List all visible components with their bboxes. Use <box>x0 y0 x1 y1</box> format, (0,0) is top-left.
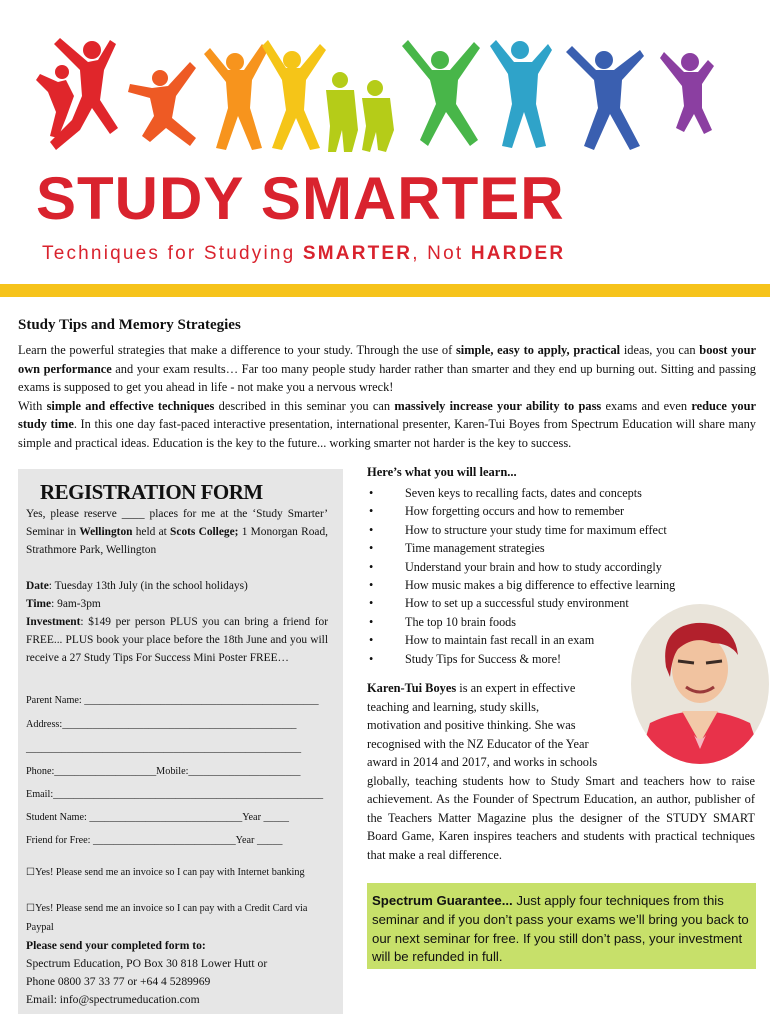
silhouette-blue <box>566 46 644 150</box>
intro-text-run: exams and even <box>601 398 692 413</box>
phone-mobile-field[interactable]: Phone:____________________Mobile:______________________ <box>26 766 301 777</box>
guarantee-text <box>372 892 750 967</box>
bio-rest: globally, teaching students how to Study Smart and teachers how to raise achievement. As the Founder of Spectrum Education, an author, publisher of the Teachers Matter Magazine plus the designer of the STUDY SMART Board Game, Karen inspires teachers and students with practical techniques that make a real difference. <box>367 773 755 862</box>
subtitle-part-2: SMARTER <box>302 243 413 264</box>
list-item <box>369 484 675 502</box>
section-heading: Study Tips and Memory Strategies <box>18 317 241 333</box>
intro-text <box>18 341 756 452</box>
contact-phone: Phone 0800 37 33 77 or +64 4 5289969 <box>26 975 211 988</box>
intro-bold-run: boost your own performance <box>18 343 757 376</box>
bullet: • <box>369 541 374 556</box>
email-field[interactable]: Email:_____________________________________________________ <box>26 789 324 800</box>
intro-text-run: ideas, you can <box>620 343 700 357</box>
list-item-text: How to maintain fast recall in an exam <box>405 633 595 648</box>
seminar-time <box>26 595 328 613</box>
silhouette-red <box>36 38 118 150</box>
silhouette-orange-red <box>128 62 196 146</box>
postal-address: Spectrum Education, PO Box 30 818 Lower Hutt or <box>26 957 268 970</box>
list-item-text: How to set up a successful study environment <box>405 596 629 611</box>
invite-text: held at <box>132 526 171 538</box>
subtitle-part-1: Techniques for Studying <box>42 243 303 264</box>
contact-email: Email: info@spectrumeducation.com <box>26 993 200 1006</box>
invite-venue: Scots College; <box>170 526 239 538</box>
list-item-text: Seven keys to recalling facts, dates and concepts <box>405 486 642 500</box>
registration-title: REGISTRATION FORM <box>40 480 263 504</box>
list-item-text: How forgetting occurs and how to remember <box>405 504 625 519</box>
silhouette-teal <box>490 40 552 148</box>
subtitle-part-3: , Not <box>412 243 471 264</box>
brand-subtitle <box>42 243 742 265</box>
list-item-text: Study Tips for Success & more! <box>405 651 562 666</box>
seminar-invite <box>26 505 328 559</box>
seminar-date <box>26 577 328 595</box>
parent-name-field[interactable]: Parent Name: ______________________________________________ <box>26 695 319 706</box>
bullet: • <box>369 504 374 519</box>
silhouette-purple <box>660 52 714 134</box>
investment-value: : $149 per person PLUS you can bring a friend for FREE... PLUS book your place before the 18th June and you will receive a 27 Study Tips For Success Mini Poster FREE… <box>26 616 328 664</box>
invoice-credit-card-checkbox[interactable]: ☐Yes! Please send me an invoice so I can pay with a Credit Card via Paypal <box>26 903 308 933</box>
registration-form <box>18 469 343 1014</box>
bio-line: recognised with the NZ Educator of the Year <box>367 736 589 751</box>
invite-address: 1 Monorgan Road, Strathmore Park, Wellington <box>26 526 329 556</box>
yellow-divider <box>0 284 770 297</box>
bio-line <box>367 679 755 698</box>
time-value: : 9am-3pm <box>51 598 101 610</box>
invoice-internet-checkbox[interactable]: ☐Yes! Please send me an invoice so I can pay with Internet banking <box>26 867 305 878</box>
guarantee-box <box>367 883 756 969</box>
bullet: • <box>369 651 374 666</box>
brand-title: STUDY SMARTER <box>36 165 565 232</box>
list-item-text: How to structure your study time for maximum effect <box>405 522 667 537</box>
silhouette-yellow <box>262 40 326 150</box>
address-line-2-field[interactable]: ______________________________________________________ <box>26 743 302 754</box>
bio-line: teaching and learning, study skills, <box>367 699 540 714</box>
bullet: • <box>369 559 374 574</box>
subtitle-part-4: HARDER <box>470 243 566 264</box>
investment-label: Investment <box>26 616 81 628</box>
invite-text: Yes, please reserve ____ places for me at the ‘Study Smarter’ Seminar in <box>26 508 328 538</box>
bullet: • <box>369 486 374 500</box>
list-item-text: Time management strategies <box>405 541 545 556</box>
learn-heading: Here’s what you will learn... <box>367 465 517 479</box>
intro-text-run: and your exam results… Far too many people study harder rather than smarter and they end up burning out. Sitting and passing exams is supposed to get you ahead in life - not make you a nervous wreck! <box>18 361 756 394</box>
list-item <box>369 521 675 539</box>
bio-text: is an expert in effective <box>456 681 576 695</box>
list-item <box>369 539 675 557</box>
invite-city: Wellington <box>79 526 133 538</box>
student-name-field[interactable]: Student Name: ______________________________Year _____ <box>26 812 289 823</box>
guarantee-body: Just apply four techniques from this seminar and if you don’t pass your exams we’ll bring you back to our next seminar for free. If you still don’t pass, your investment will be refunded in full. <box>372 893 749 965</box>
bullet: • <box>369 596 374 611</box>
jumping-kids-silhouettes-icon <box>0 0 770 165</box>
send-to-block <box>26 937 328 1009</box>
bullet: • <box>369 577 374 592</box>
intro-paragraph-2 <box>18 397 756 453</box>
intro-bold-run: reduce your study time <box>18 398 757 431</box>
silhouette-yellow-green <box>326 72 394 152</box>
intro-bold-run: simple and effective techniques <box>46 398 215 413</box>
bullet: • <box>369 633 374 648</box>
bullet: • <box>369 522 374 537</box>
date-label: Date <box>26 580 49 592</box>
bullet: • <box>369 614 374 629</box>
list-item-text: How music makes a big difference to effective learning <box>405 577 676 592</box>
list-item-text: The top 10 brain foods <box>405 614 517 629</box>
presenter-name: Karen-Tui Boyes <box>367 681 457 695</box>
intro-bold-run: massively increase your ability to pass <box>394 398 602 413</box>
silhouette-green <box>402 40 480 146</box>
intro-text-run: Learn the powerful strategies that make a difference to your study. Through the use of <box>18 343 456 357</box>
bio-line: motivation and positive thinking. She was <box>367 718 576 732</box>
presenter-bio <box>367 679 755 864</box>
intro-bold-run: simple, easy to apply, practical <box>455 343 621 357</box>
address-field[interactable]: Address:______________________________________________ <box>26 719 297 730</box>
bio-line: award in 2014 and 2017, and works in schools <box>367 755 598 769</box>
list-item-text: Understand your brain and how to study accordingly <box>405 559 662 574</box>
friend-for-free-field[interactable]: Friend for Free: ____________________________Year _____ <box>26 835 283 846</box>
seminar-investment <box>26 613 328 667</box>
intro-paragraph-1 <box>18 341 756 397</box>
intro-text-run: . In this one day fast-paced interactive presentation, international presenter, Karen-Tui Boyes from Spectrum Education will share many simple and practical ideas. Education is the key to the future... working smarter not harder is the key to success. <box>18 417 756 450</box>
intro-text-run: With <box>18 398 47 413</box>
intro-text-run: described in this seminar you can <box>214 398 395 413</box>
send-heading <box>26 937 328 955</box>
time-label: Time <box>26 598 52 610</box>
guarantee-lead: Spectrum Guarantee... <box>372 893 513 908</box>
send-heading-text: Please send your completed form to: <box>26 939 206 952</box>
list-item <box>369 576 675 594</box>
registration-details <box>26 505 328 667</box>
banner <box>0 0 770 300</box>
date-value: : Tuesday 13th July (in the school holidays) <box>48 580 248 592</box>
silhouette-orange <box>204 44 268 150</box>
list-item <box>369 558 675 576</box>
list-item <box>369 502 675 520</box>
